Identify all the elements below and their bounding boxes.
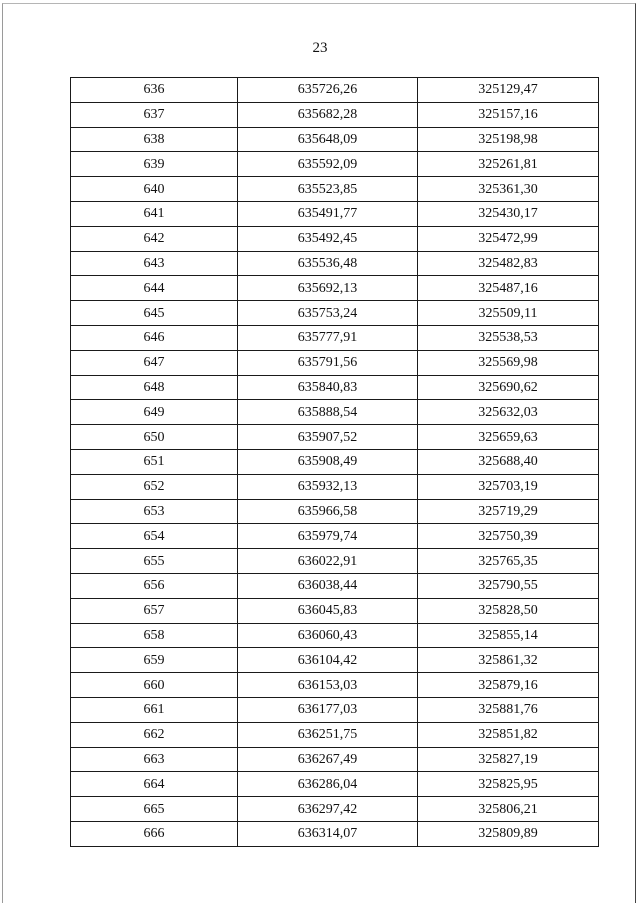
coordinates-table-body bbox=[71, 78, 599, 847]
y-coordinate-cell: 325569,98 bbox=[418, 350, 599, 375]
y-coordinate-cell: 325198,98 bbox=[418, 127, 599, 152]
point-number-cell: 650 bbox=[71, 425, 238, 450]
x-coordinate-cell: 635726,26 bbox=[238, 78, 418, 103]
point-number-cell: 664 bbox=[71, 772, 238, 797]
point-number-cell: 639 bbox=[71, 152, 238, 177]
y-coordinate-cell: 325881,76 bbox=[418, 697, 599, 722]
point-number-cell: 656 bbox=[71, 573, 238, 598]
table-row bbox=[71, 251, 599, 276]
point-number-cell: 662 bbox=[71, 722, 238, 747]
x-coordinate-cell: 635492,45 bbox=[238, 226, 418, 251]
x-coordinate-cell: 636297,42 bbox=[238, 797, 418, 822]
y-coordinate-cell: 325690,62 bbox=[418, 375, 599, 400]
x-coordinate-cell: 636060,43 bbox=[238, 623, 418, 648]
point-number-cell: 645 bbox=[71, 301, 238, 326]
table-row bbox=[71, 276, 599, 301]
x-coordinate-cell: 635966,58 bbox=[238, 499, 418, 524]
table-row bbox=[71, 747, 599, 772]
point-number-cell: 648 bbox=[71, 375, 238, 400]
x-coordinate-cell: 636045,83 bbox=[238, 598, 418, 623]
x-coordinate-cell: 635908,49 bbox=[238, 449, 418, 474]
y-coordinate-cell: 325129,47 bbox=[418, 78, 599, 103]
table-row bbox=[71, 102, 599, 127]
x-coordinate-cell: 635648,09 bbox=[238, 127, 418, 152]
point-number-cell: 657 bbox=[71, 598, 238, 623]
y-coordinate-cell: 325487,16 bbox=[418, 276, 599, 301]
x-coordinate-cell: 636153,03 bbox=[238, 673, 418, 698]
table-row bbox=[71, 78, 599, 103]
x-coordinate-cell: 635840,83 bbox=[238, 375, 418, 400]
point-number-cell: 652 bbox=[71, 474, 238, 499]
x-coordinate-cell: 636038,44 bbox=[238, 573, 418, 598]
table-row bbox=[71, 350, 599, 375]
y-coordinate-cell: 325703,19 bbox=[418, 474, 599, 499]
y-coordinate-cell: 325827,19 bbox=[418, 747, 599, 772]
point-number-cell: 640 bbox=[71, 177, 238, 202]
y-coordinate-cell: 325861,32 bbox=[418, 648, 599, 673]
y-coordinate-cell: 325828,50 bbox=[418, 598, 599, 623]
point-number-cell: 642 bbox=[71, 226, 238, 251]
table-row bbox=[71, 201, 599, 226]
x-coordinate-cell: 636251,75 bbox=[238, 722, 418, 747]
table-row bbox=[71, 549, 599, 574]
y-coordinate-cell: 325632,03 bbox=[418, 400, 599, 425]
x-coordinate-cell: 635979,74 bbox=[238, 524, 418, 549]
x-coordinate-cell: 636104,42 bbox=[238, 648, 418, 673]
point-number-cell: 658 bbox=[71, 623, 238, 648]
point-number-cell: 638 bbox=[71, 127, 238, 152]
table-row bbox=[71, 400, 599, 425]
table-row bbox=[71, 648, 599, 673]
y-coordinate-cell: 325261,81 bbox=[418, 152, 599, 177]
table-row bbox=[71, 573, 599, 598]
x-coordinate-cell: 636022,91 bbox=[238, 549, 418, 574]
table-row bbox=[71, 325, 599, 350]
y-coordinate-cell: 325482,83 bbox=[418, 251, 599, 276]
point-number-cell: 637 bbox=[71, 102, 238, 127]
point-number-cell: 661 bbox=[71, 697, 238, 722]
table-row bbox=[71, 449, 599, 474]
x-coordinate-cell: 635592,09 bbox=[238, 152, 418, 177]
table-row bbox=[71, 623, 599, 648]
x-coordinate-cell: 636286,04 bbox=[238, 772, 418, 797]
y-coordinate-cell: 325688,40 bbox=[418, 449, 599, 474]
y-coordinate-cell: 325790,55 bbox=[418, 573, 599, 598]
x-coordinate-cell: 635888,54 bbox=[238, 400, 418, 425]
y-coordinate-cell: 325855,14 bbox=[418, 623, 599, 648]
table-row bbox=[71, 425, 599, 450]
table-row bbox=[71, 226, 599, 251]
page-number: 23 bbox=[312, 40, 328, 56]
point-number-cell: 643 bbox=[71, 251, 238, 276]
point-number-cell: 644 bbox=[71, 276, 238, 301]
point-number-cell: 660 bbox=[71, 673, 238, 698]
x-coordinate-cell: 635692,13 bbox=[238, 276, 418, 301]
x-coordinate-cell: 636314,07 bbox=[238, 821, 418, 846]
x-coordinate-cell: 636267,49 bbox=[238, 747, 418, 772]
coordinates-table bbox=[70, 77, 599, 847]
table-row bbox=[71, 797, 599, 822]
x-coordinate-cell: 635523,85 bbox=[238, 177, 418, 202]
table-row bbox=[71, 598, 599, 623]
table-row bbox=[71, 673, 599, 698]
x-coordinate-cell: 635753,24 bbox=[238, 301, 418, 326]
table-row bbox=[71, 375, 599, 400]
x-coordinate-cell: 635491,77 bbox=[238, 201, 418, 226]
y-coordinate-cell: 325430,17 bbox=[418, 201, 599, 226]
y-coordinate-cell: 325765,35 bbox=[418, 549, 599, 574]
x-coordinate-cell: 635932,13 bbox=[238, 474, 418, 499]
table-row bbox=[71, 127, 599, 152]
y-coordinate-cell: 325538,53 bbox=[418, 325, 599, 350]
table-row bbox=[71, 499, 599, 524]
y-coordinate-cell: 325659,63 bbox=[418, 425, 599, 450]
table-row bbox=[71, 821, 599, 846]
x-coordinate-cell: 636177,03 bbox=[238, 697, 418, 722]
point-number-cell: 655 bbox=[71, 549, 238, 574]
point-number-cell: 651 bbox=[71, 449, 238, 474]
y-coordinate-cell: 325750,39 bbox=[418, 524, 599, 549]
y-coordinate-cell: 325809,89 bbox=[418, 821, 599, 846]
table-row bbox=[71, 152, 599, 177]
point-number-cell: 663 bbox=[71, 747, 238, 772]
x-coordinate-cell: 635791,56 bbox=[238, 350, 418, 375]
y-coordinate-cell: 325806,21 bbox=[418, 797, 599, 822]
point-number-cell: 665 bbox=[71, 797, 238, 822]
table-row bbox=[71, 722, 599, 747]
table-row bbox=[71, 177, 599, 202]
x-coordinate-cell: 635907,52 bbox=[238, 425, 418, 450]
point-number-cell: 647 bbox=[71, 350, 238, 375]
y-coordinate-cell: 325361,30 bbox=[418, 177, 599, 202]
point-number-cell: 659 bbox=[71, 648, 238, 673]
x-coordinate-cell: 635682,28 bbox=[238, 102, 418, 127]
point-number-cell: 653 bbox=[71, 499, 238, 524]
point-number-cell: 636 bbox=[71, 78, 238, 103]
y-coordinate-cell: 325472,99 bbox=[418, 226, 599, 251]
y-coordinate-cell: 325825,95 bbox=[418, 772, 599, 797]
point-number-cell: 641 bbox=[71, 201, 238, 226]
table-row bbox=[71, 697, 599, 722]
point-number-cell: 666 bbox=[71, 821, 238, 846]
x-coordinate-cell: 635777,91 bbox=[238, 325, 418, 350]
y-coordinate-cell: 325157,16 bbox=[418, 102, 599, 127]
y-coordinate-cell: 325509,11 bbox=[418, 301, 599, 326]
table-row bbox=[71, 772, 599, 797]
point-number-cell: 646 bbox=[71, 325, 238, 350]
y-coordinate-cell: 325719,29 bbox=[418, 499, 599, 524]
point-number-cell: 654 bbox=[71, 524, 238, 549]
y-coordinate-cell: 325851,82 bbox=[418, 722, 599, 747]
table-row bbox=[71, 474, 599, 499]
y-coordinate-cell: 325879,16 bbox=[418, 673, 599, 698]
table-row bbox=[71, 301, 599, 326]
point-number-cell: 649 bbox=[71, 400, 238, 425]
table-row bbox=[71, 524, 599, 549]
x-coordinate-cell: 635536,48 bbox=[238, 251, 418, 276]
